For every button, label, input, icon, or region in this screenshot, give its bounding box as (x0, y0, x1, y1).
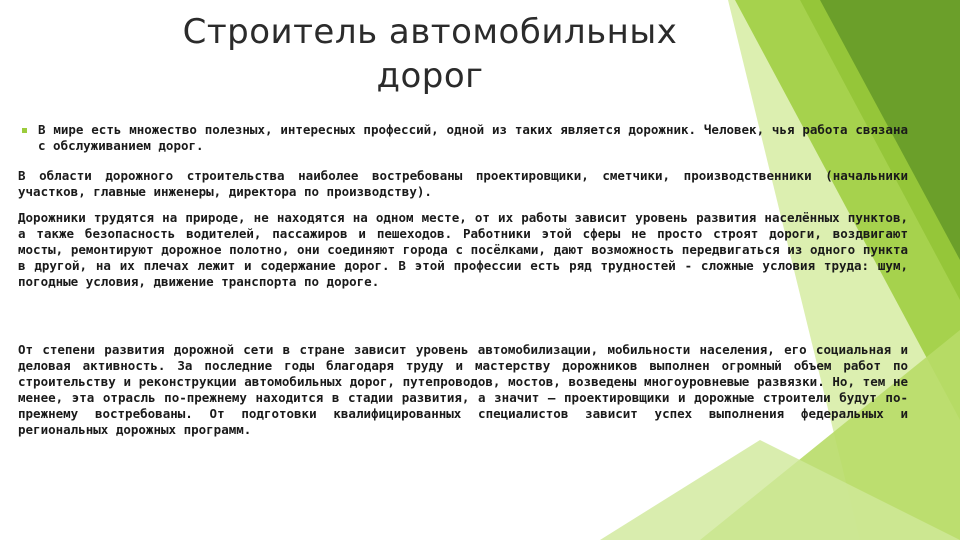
paragraph-road-network: От степени развития дорожной сети в стране зависит уровень автомобилизации, мобильности населения, его социальная и деловая активность. За последние годы благодаря труду и мастерству дорожников выполнен огромный объем работ по строительству и реконструкции автомобильных дорог, путепроводов, мостов, возведены многоуровневые развязки. Но, тем не менее, эта отрасль по-прежнему находится в стадии развития, а значит – проектировщики и дорожные строители будут по-прежнему востребованы. От подготовки квалифицированных специалистов зависит успех выполнения федеральных и региональных дорожных программ. (18, 342, 908, 437)
paragraph-intro: В мире есть множество полезных, интересных профессий, одной из таких является дорожник. Человек, чья работа связана с обслуживанием дорог. (38, 122, 908, 153)
paragraph-work-conditions: Дорожники трудятся на природе, не находятся на одном месте, от их работы зависит уровень развития населённых пунктов, а также безопасность водителей, пассажиров и пешеходов. Работники этой сферы не просто строят дороги, воздвигают мосты, ремонтируют дорожное полотно, они соединяют города с посёлками, дают возможность передвигаться из одного пункта в другой, на их плечах лежит и содержание дорог. В этой профессии есть ряд трудностей - сложные условия труда: шум, погодные условия, движение транспорта по дороге. (18, 210, 908, 289)
paragraph-demand: В области дорожного строительства наиболее востребованы проектировщики, сметчики, производственники (начальники участков, главные инженеры, директора по производству). (18, 168, 908, 199)
bullet-icon (22, 128, 27, 133)
slide-title: Строитель автомобильных дорог (182, 12, 678, 96)
